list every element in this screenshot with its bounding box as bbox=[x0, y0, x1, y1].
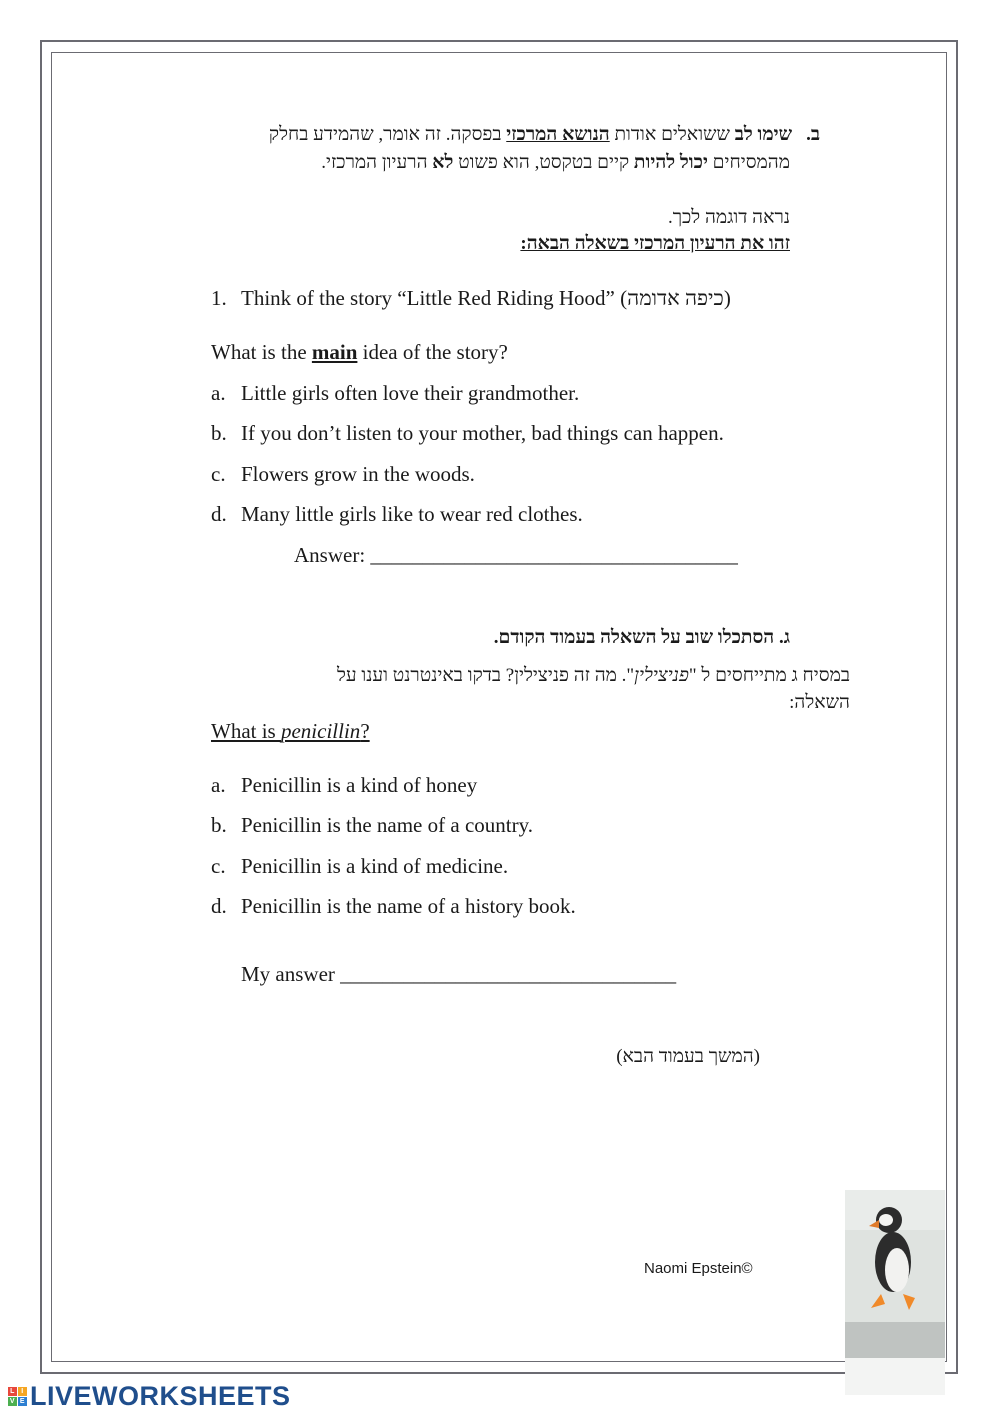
q2-option-a[interactable]: a. Penicillin is a kind of honey bbox=[211, 773, 478, 797]
section-b-letter: ב. bbox=[806, 124, 820, 145]
section-g-line1: במסיח ג מתייחסים ל "פניצילין". מה זה פניצילין? בדקו באינטרנט וענו על bbox=[336, 665, 850, 686]
liveworksheets-logo[interactable] bbox=[8, 1381, 291, 1412]
q2-option-b[interactable]: b. Penicillin is the name of a country. bbox=[211, 813, 533, 837]
question2-prompt: What is penicillin? bbox=[211, 719, 370, 743]
q1-option-b[interactable]: b. If you don’t listen to your mother, bad things can happen. bbox=[211, 421, 724, 445]
section-b-line1: ב.שימו לב ששואלים אודות הנושא המרכזי בפסקה. זה אומר, שהמידע בחלק bbox=[170, 122, 820, 148]
section-g-line2: השאלה: bbox=[789, 692, 850, 713]
author-credit: Naomi Epstein© bbox=[644, 1260, 753, 1277]
question1-text: 1. Think of the story “Little Red Riding Hood” (כיפה אדומה) bbox=[211, 286, 731, 310]
question1-prompt: What is the main idea of the story? bbox=[211, 340, 508, 364]
q2-option-c[interactable]: c. Penicillin is a kind of medicine. bbox=[211, 854, 509, 878]
q1-option-a[interactable]: a. Little girls often love their grandmother. bbox=[211, 381, 580, 405]
liveworksheets-text: LIVEWORKSHEETS bbox=[30, 1381, 291, 1411]
section-b-line2: מהמסיחים יכול להיות קיים בטקסט, הוא פשוט לא הרעיון המרכזי. bbox=[321, 152, 790, 173]
section-g-heading: ג. הסתכלו שוב על השאלה בעמוד הקודם. bbox=[493, 627, 790, 648]
question-heading: זהו את הרעיון המרכזי בשאלה הבאה: bbox=[520, 233, 790, 254]
q2-option-d[interactable]: d. Penicillin is the name of a history book. bbox=[211, 894, 576, 918]
q1-answer-field[interactable]: Answer: ___________________________________ bbox=[294, 543, 738, 567]
liveworksheets-badge-icon: L I V E bbox=[9, 1388, 26, 1405]
q1-option-d[interactable]: d. Many little girls like to wear red clothes. bbox=[211, 502, 583, 526]
example-line: נראה דוגמה לכך. bbox=[667, 207, 790, 228]
q1-option-c[interactable]: c. Flowers grow in the woods. bbox=[211, 462, 475, 486]
q2-answer-field[interactable]: My answer ________________________________ bbox=[241, 962, 677, 986]
continued-note: (המשך בעמוד הבא) bbox=[616, 1046, 760, 1067]
puffin-image bbox=[845, 1190, 945, 1395]
